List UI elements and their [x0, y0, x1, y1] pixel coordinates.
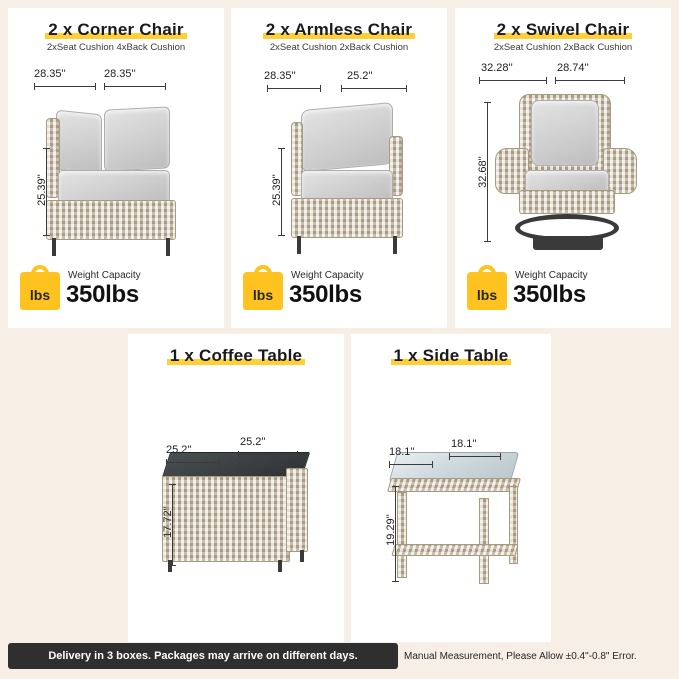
product-card-armless-chair — [231, 8, 447, 328]
armless-chair-dim-width: 25.2'' — [347, 70, 373, 82]
swivel-chair-subtitle: 2xSeat Cushion 2xBack Cushion — [493, 42, 633, 53]
coffee-table-depth-line — [166, 462, 220, 463]
weight-capacity-label: Weight Capacity — [291, 270, 364, 281]
product-card-coffee-table — [128, 334, 344, 642]
armless-chair-dim-depth: 28.35'' — [264, 70, 296, 82]
swivel-chair-weight-capacity — [467, 270, 661, 312]
chair-leg-right — [393, 236, 397, 254]
corner-chair-weight-capacity — [20, 270, 214, 312]
weight-icon-unit: lbs — [252, 287, 274, 303]
table-side-panel — [286, 468, 308, 552]
corner-chair-dim-width-right: 28.35'' — [104, 68, 136, 80]
weight-capacity-value: 350lbs — [289, 281, 362, 308]
armless-chair-weight-capacity — [243, 270, 437, 312]
chair-base — [291, 198, 403, 238]
measurement-note — [404, 643, 672, 669]
weight-icon — [467, 272, 507, 310]
back-cushion — [531, 100, 599, 166]
back-cushion-left — [56, 110, 102, 175]
armless-chair-title-wrap — [231, 20, 447, 40]
table-body — [162, 476, 290, 562]
armless-chair-width-line — [341, 88, 407, 89]
side-table-width-line — [449, 456, 501, 457]
weight-icon-unit: lbs — [476, 287, 498, 303]
table-leg-right — [278, 560, 282, 572]
chair-leg-left — [297, 236, 301, 254]
swivel-chair-dim-height: 32.68'' — [477, 156, 489, 188]
coffee-table-illustration — [160, 452, 320, 582]
side-table-dim-width: 18.1'' — [451, 438, 477, 450]
coffee-table-width-line — [238, 454, 298, 455]
armless-chair-dim-height: 25.39'' — [271, 174, 283, 206]
seat-cushion — [58, 170, 170, 204]
product-card-side-table — [351, 334, 551, 642]
corner-chair-width-line-left — [34, 86, 96, 87]
swivel-chair-dim-depth: 32.28'' — [481, 62, 513, 74]
armless-chair-subtitle: 2xSeat Cushion 2xBack Cushion — [269, 42, 409, 53]
coffee-table-dim-height: 17.72'' — [162, 506, 174, 538]
corner-chair-title-wrap — [8, 20, 224, 40]
swivel-chair-width-line — [555, 80, 625, 81]
corner-chair-dim-height: 25.39'' — [36, 174, 48, 206]
product-card-corner-chair — [8, 8, 224, 328]
armless-chair-depth-line — [267, 88, 321, 89]
page-title: 1 x Coffee Table — [167, 346, 305, 366]
table-top-frame — [387, 478, 521, 492]
chair-arm-left — [495, 148, 529, 194]
side-table-dim-depth: 18.1'' — [389, 446, 415, 458]
back-cushion-right — [104, 106, 170, 171]
table-lower-shelf — [391, 544, 518, 556]
chair-base — [46, 200, 176, 240]
product-card-swivel-chair — [455, 8, 671, 328]
swivel-chair-depth-line — [479, 80, 547, 81]
page-title: 1 x Side Table — [391, 346, 512, 366]
side-table-illustration — [383, 452, 533, 592]
armless-chair-illustration — [257, 96, 437, 256]
corner-chair-illustration — [22, 96, 212, 256]
delivery-banner-text: Delivery in 3 boxes. Packages may arrive on different days. — [48, 650, 358, 662]
weight-capacity-value: 350lbs — [66, 281, 139, 308]
page-title: 2 x Armless Chair — [263, 20, 415, 40]
delivery-banner — [8, 643, 398, 669]
table-leg-front-left — [397, 492, 407, 578]
side-table-depth-line — [389, 464, 433, 465]
page-title: 2 x Corner Chair — [45, 20, 186, 40]
side-table-title-wrap — [351, 346, 551, 366]
back-cushion — [301, 102, 393, 172]
side-table-dim-height: 19.29'' — [385, 514, 397, 546]
coffee-table-dim-width: 25.2'' — [240, 436, 266, 448]
page-title: 2 x Swivel Chair — [494, 20, 633, 40]
weight-capacity-value: 350lbs — [513, 281, 586, 308]
table-leg-front-right — [479, 498, 489, 584]
swivel-chair-dim-width: 28.74'' — [557, 62, 589, 74]
corner-chair-dim-width-left: 28.35'' — [34, 68, 66, 80]
measurement-note-text: Manual Measurement, Please Allow ±0.4"-0.8" Error. — [404, 650, 637, 662]
weight-icon-unit: lbs — [29, 287, 51, 303]
corner-chair-width-line-right — [104, 86, 166, 87]
weight-icon — [20, 272, 60, 310]
weight-icon — [243, 272, 283, 310]
corner-chair-subtitle: 2xSeat Cushion 4xBack Cushion — [46, 42, 186, 53]
swivel-chair-title-wrap — [455, 20, 671, 40]
coffee-table-dim-depth: 25.2'' — [166, 444, 192, 456]
chair-leg-right — [166, 238, 170, 256]
chair-seat-base — [519, 190, 615, 214]
swivel-chair-illustration — [479, 86, 659, 276]
chair-leg-left — [52, 238, 56, 256]
weight-capacity-label: Weight Capacity — [68, 270, 141, 281]
swivel-base-foot — [533, 236, 603, 250]
coffee-table-title-wrap — [128, 346, 344, 366]
weight-capacity-label: Weight Capacity — [515, 270, 588, 281]
table-leg-back — [300, 550, 304, 562]
